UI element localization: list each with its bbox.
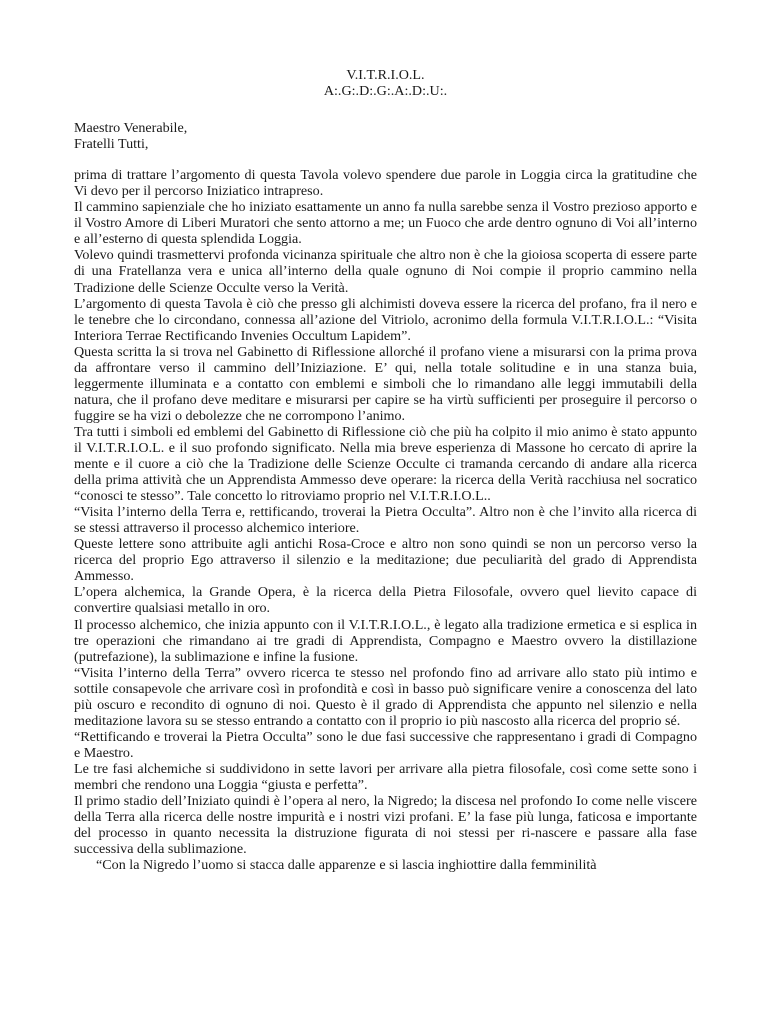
salutation-line-1: Maestro Venerabile, [74, 120, 188, 137]
paragraph: “Visita l’interno della Terra e, rettificando, troverai la Pietra Occulta”. Altro non è che l’invito alla ricerca di se stessi attraverso il processo alchemico interiore. [74, 504, 697, 537]
paragraph: Tra tutti i simboli ed emblemi del Gabinetto di Riflessione ciò che più ha colpito il mio animo è stato appunto il V.I.T.R.I.O.L. e il suo profondo significato. Nella mia breve esperienza di Massone ho cercato di aprire la mente e il cuore a ciò che la Tradizione delle Scienze Occulte ci tramanda cercando di andare alla ricerca della prima attività che un Apprendista Ammesso deve operare: la ricerca della Verità racchiusa nel socratico “conosci te stesso”. Tale concetto lo ritroviamo proprio nel V.I.T.R.I.O.L.. [74, 423, 697, 505]
document-body [74, 167, 697, 873]
paragraph: Il processo alchemico, che inizia appunto con il V.I.T.R.I.O.L., è legato alla tradizione ermetica e si esplica in tre operazioni che rimandano ai tre gradi di Apprendista, Compagno e Maestro ovvero la distillazione (putrefazione), la sublimazione e infine la fusione. [74, 616, 697, 665]
paragraph: Queste lettere sono attribuite agli antichi Rosa-Croce e altro non sono quindi se non un percorso verso la ricerca del proprio Ego attraverso il silenzio e la meditazione; due peculiarità del grado di Apprendista Ammesso. [74, 536, 697, 585]
paragraph: Il primo stadio dell’Iniziato quindi è l’opera al nero, la Nigredo; la discesa nel profondo Io come nelle viscere della Terra alla ricerca delle nostre impurità e i nostri vizi profani. E’ la fase più lunga, faticosa e importante del processo in quanto necessita la distruzione figurata di noi stessi per ri-nascere e passare alla fase successiva della sublimazione. [74, 793, 697, 858]
salutation [74, 120, 697, 152]
paragraph: Volevo quindi trasmettervi profonda vicinanza spirituale che altro non è che la gioiosa scoperta di essere parte di una Fratellanza vera e unica all’interno della quale ognuno di Noi compie il proprio cammino nella Tradizione delle Scienze Occulte verso la Verità. [74, 247, 697, 296]
document-page [74, 67, 697, 873]
paragraph: “Rettificando e troverai la Pietra Occulta” sono le due fasi successive che rappresentano i gradi di Compagno e Maestro. [74, 728, 697, 761]
paragraph-intro-2: Il cammino sapienziale che ho iniziato esattamente un anno fa nulla sarebbe senza il Vostro prezioso apporto e il Vostro Amore di Liberi Muratori che sento attorno a me; un Fuoco che arde dentro ognuno di Voi all’interno e all’esterno di questa splendida Loggia. [74, 199, 697, 248]
document-subtitle: A:.G:.D:.G:.A:.D:.U:. [323, 83, 448, 100]
paragraph: L’argomento di questa Tavola è ciò che presso gli alchimisti doveva essere la ricerca del profano, fra il nero e le tenebre che lo circondano, connessa all’azione del Vitriolo, acronimo della formula V.I.T.R.I.O.L.: “Visita Interiora Terrae Rectificando Invenies Occultum Lapidem”. [74, 295, 697, 344]
paragraph-intro-1: prima di trattare l’argomento di questa Tavola volevo spendere due parole in Loggia circa la gratitudine che Vi devo per il percorso Iniziatico intrapreso. [74, 167, 697, 200]
salutation-line-2: Fratelli Tutti, [74, 136, 149, 153]
paragraph: “Visita l’interno della Terra” ovvero ricerca te stesso nel profondo fino ad arrivare allo stato più intimo e sottile consapevole che arrivare così in profondità e così in basso può significare venire a conoscenza del lato più oscuro e recondito di ognuno di noi. Questo è il grado di Apprendista che appunto nel silenzio e nella meditazione lavora su se stesso entrando a contatto con il proprio io più nascosto alla ricerca del proprio sé. [74, 664, 697, 729]
paragraph: Questa scritta la si trova nel Gabinetto di Riflessione allorché il profano viene a misurarsi con la prima prova da affrontare verso il cammino dell’Iniziazione. E’ qui, nella totale solitudine e in una stanza buia, leggermente illuminata e a contatto con emblemi e simboli che lo rimandano alle leggi immutabili della natura, che il profano deve meditare e misurarsi per capire se ha virtù sufficienti per proseguire il percorso o fuggire se ha vizi o debolezze che ne corrompono l’animo. [74, 343, 697, 424]
document-title: V.I.T.R.I.O.L. [346, 67, 425, 83]
paragraph: L’opera alchemica, la Grande Opera, è la ricerca della Pietra Filosofale, ovvero quel lievito capace di convertire qualsiasi metallo in oro. [74, 584, 697, 617]
paragraph-quote: “Con la Nigredo l’uomo si stacca dalle apparenze e si lascia inghiottire dalla femminilità [96, 857, 597, 874]
paragraph: Le tre fasi alchemiche si suddividono in sette lavori per arrivare alla pietra filosofale, così come sette sono i membri che rendono una Loggia “giusta e perfetta”. [74, 760, 697, 793]
